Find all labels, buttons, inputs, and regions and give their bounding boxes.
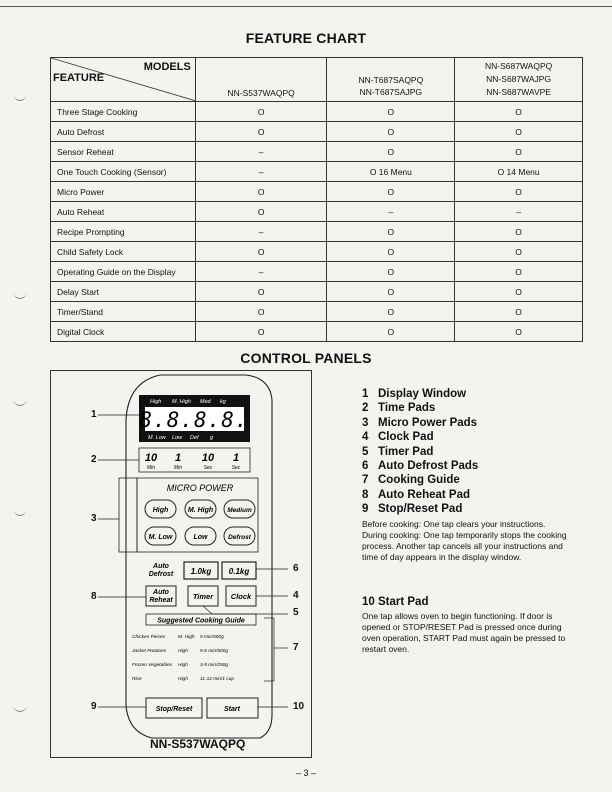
legend-number: 3 (362, 416, 369, 429)
feature-availability: O (327, 182, 455, 202)
time-pad-1-sec[interactable]: 1 (232, 452, 240, 464)
binding-hole-mark (14, 706, 26, 712)
guide-cell: M. High (178, 635, 195, 640)
feature-availability: O (195, 302, 327, 322)
model-name: NN-S687WAJPG (486, 74, 552, 84)
feature-availability: O (455, 182, 583, 202)
defrost-1kg-button[interactable]: 1.0kg (190, 567, 212, 576)
feature-name: Delay Start (51, 282, 196, 302)
feature-availability: O (455, 122, 583, 142)
display-bottom-label: Low (172, 435, 183, 441)
feature-table-body (51, 102, 583, 342)
feature-availability: – (195, 162, 327, 182)
legend-number: 4 (362, 431, 369, 444)
feature-availability: O (327, 262, 455, 282)
time-pad-1-min[interactable]: 1 (174, 452, 182, 464)
feature-availability: – (455, 202, 583, 222)
table-row (51, 302, 583, 322)
guide-cell: Chicken Pieces (132, 635, 166, 640)
auto-defrost-label: Defrost (148, 571, 174, 578)
model-col-1 (195, 58, 327, 102)
feature-name: Sensor Reheat (51, 142, 196, 162)
legend-number: 8 (362, 488, 369, 501)
feature-availability: O (327, 142, 455, 162)
time-pads[interactable] (139, 448, 250, 472)
control-legend (362, 387, 572, 563)
display-bottom-label: g (210, 435, 214, 441)
feature-availability: O (327, 302, 455, 322)
feature-availability: O (195, 202, 327, 222)
time-pad-unit: Sec (203, 465, 213, 471)
cooking-guide-title: Suggested Cooking Guide (157, 617, 245, 625)
control-panels-title: CONTROL PANELS (240, 350, 372, 366)
table-row (51, 142, 583, 162)
start-pad-heading: 10 Start Pad (362, 596, 429, 608)
timer-button[interactable]: Timer (192, 592, 214, 601)
stop-reset-button[interactable]: Stop/Reset (155, 706, 193, 713)
display-top-label: M. High (172, 399, 191, 405)
table-row (51, 202, 583, 222)
time-pad-unit: Sec (231, 465, 241, 471)
display-window (139, 395, 250, 442)
binding-hole-mark (14, 95, 26, 101)
feature-name: Recipe Prompting (51, 222, 196, 242)
feature-name: Auto Reheat (51, 202, 196, 222)
legend-number: 5 (362, 445, 369, 458)
cooking-guide (131, 614, 256, 682)
guide-cell: High (178, 663, 188, 668)
feature-availability: O (455, 142, 583, 162)
corner-feature-label: FEATURE (53, 72, 105, 84)
feature-availability: O (327, 222, 455, 242)
feature-name: One Touch Cooking (Sensor) (51, 162, 196, 182)
feature-name: Three Stage Cooking (51, 102, 196, 122)
display-top-label: Med (200, 399, 211, 405)
feature-table (50, 57, 583, 342)
feature-availability: O (455, 102, 583, 122)
clock-button[interactable]: Clock (230, 592, 252, 601)
feature-availability: O (327, 242, 455, 262)
power-pad-defrost[interactable]: Defrost (228, 534, 251, 541)
auto-defrost-label: Auto (153, 563, 169, 570)
micro-power-group (119, 478, 258, 552)
table-row (51, 162, 583, 182)
feature-name: Child Safety Lock (51, 242, 196, 262)
guide-cell: 11-12 min/1 cup (200, 677, 235, 682)
legend-number: 6 (362, 460, 369, 473)
feature-availability: O 14 Menu (455, 162, 583, 182)
micro-power-label: MICRO POWER (166, 483, 234, 493)
stop-reset-description: Before cooking: One tap clears your instructions. During cooking: One tap temporarily stops the cooking process. Another tap cancels all your instructions and time of day appears in the display window. (362, 518, 567, 562)
power-pad-high[interactable]: High (152, 507, 169, 514)
guide-cell: High (178, 677, 188, 682)
binding-hole-mark (14, 510, 26, 516)
model-name: NN-S687WAVPE (486, 87, 551, 97)
legend-item (362, 473, 572, 487)
legend-label: Timer Pad (378, 445, 434, 458)
binding-hole-mark (14, 400, 26, 406)
auto-reheat-button[interactable]: Auto (153, 589, 169, 596)
power-pad-medium[interactable]: Medium (227, 507, 252, 514)
auto-defrost-pads (149, 562, 256, 579)
feature-name: Operating Guide on the Display (51, 262, 196, 282)
feature-availability: O (455, 242, 583, 262)
power-pad-m-low[interactable]: M. Low (148, 534, 173, 541)
table-row (51, 102, 583, 122)
time-pad-10-min[interactable]: 10 (144, 452, 158, 464)
callout-4: 4 (293, 590, 299, 601)
time-pad-unit: Min (146, 465, 156, 471)
table-header-row (51, 58, 583, 102)
feature-availability: O 16 Menu (327, 162, 455, 182)
feature-availability: O (455, 262, 583, 282)
guide-cell: 9 min/500g (200, 635, 224, 640)
model-col-2 (327, 58, 455, 102)
table-row (51, 122, 583, 142)
legend-item (362, 401, 572, 415)
feature-availability: O (195, 282, 327, 302)
guide-cell: Frozen Vegetables (132, 663, 173, 668)
table-row (51, 182, 583, 202)
legend-item (362, 416, 572, 430)
feature-availability: O (327, 322, 455, 342)
legend-number: 2 (362, 402, 369, 415)
display-bottom-label: M. Low (148, 435, 166, 441)
callout-10: 10 (293, 701, 305, 712)
feature-name: Timer/Stand (51, 302, 196, 322)
feature-availability: O (455, 222, 583, 242)
legend-item (362, 387, 572, 401)
guide-cell: High (178, 649, 188, 654)
feature-name: Auto Defrost (51, 122, 196, 142)
callout-2: 2 (91, 454, 97, 465)
defrost-100g-button[interactable]: 0.1kg (228, 567, 250, 576)
panel-model-label: NN-S537WAQPQ (150, 737, 246, 751)
legend-label: Micro Power Pads (378, 416, 478, 429)
legend-label: Time Pads (378, 402, 436, 415)
start-pad-description: One tap allows oven to begin functioning. If door is opened or STOP/RESET Pad is pressed once during oven operation, START Pad must again be pressed to restart oven. (362, 611, 566, 654)
feature-availability: O (195, 182, 327, 202)
table-row (51, 322, 583, 342)
feature-availability: O (327, 282, 455, 302)
model-name: NN-T687SAQPQ (358, 75, 424, 85)
table-row (51, 242, 583, 262)
legend-item (362, 459, 572, 473)
feature-name: Micro Power (51, 182, 196, 202)
callout-1: 1 (91, 409, 97, 420)
feature-availability: – (195, 142, 327, 162)
legend-number: 9 (362, 503, 369, 516)
corner-cell (51, 58, 196, 102)
corner-models-label: MODELS (143, 61, 191, 73)
table-row (51, 262, 583, 282)
guide-cell: Jacket Potatoes (132, 649, 167, 654)
display-top-label: High (150, 399, 162, 405)
legend-number: 1 (362, 388, 369, 400)
power-pad-low[interactable]: Low (193, 534, 208, 541)
start-button[interactable]: Start (224, 706, 240, 713)
control-panel-diagram (50, 370, 312, 758)
feature-availability: – (327, 202, 455, 222)
legend-label: Clock Pad (378, 431, 434, 444)
display-top-label: kg (220, 399, 226, 405)
binding-hole-mark (14, 293, 26, 299)
feature-availability: – (195, 222, 327, 242)
callout-7: 7 (293, 642, 299, 653)
legend-item (362, 502, 572, 516)
model-name: NN-S687WAQPQ (485, 61, 553, 71)
feature-availability: O (455, 322, 583, 342)
legend-label: Display Window (378, 388, 467, 400)
feature-availability: O (195, 102, 327, 122)
legend-label: Cooking Guide (378, 474, 460, 487)
auto-reheat-button[interactable]: Reheat (149, 597, 173, 604)
feature-availability: O (455, 282, 583, 302)
top-rule (0, 6, 612, 7)
table-row (51, 222, 583, 242)
callout-8: 8 (91, 591, 97, 602)
feature-name: Digital Clock (51, 322, 196, 342)
feature-availability: O (455, 302, 583, 322)
legend-item (362, 445, 572, 459)
legend-item (362, 488, 572, 502)
guide-cell: Rice (132, 677, 142, 682)
page-number: – 3 – (295, 768, 317, 778)
guide-cell: 3-5 min/250g (200, 663, 228, 668)
time-pad-unit: Min (173, 465, 183, 471)
legend-item (362, 430, 572, 444)
display-bottom-label: Def (190, 435, 199, 441)
feature-chart-title: FEATURE CHART (245, 30, 367, 46)
callout-5: 5 (293, 607, 299, 618)
feature-availability: – (195, 262, 327, 282)
table-row (51, 282, 583, 302)
start-pad-section (362, 596, 572, 655)
callout-3: 3 (91, 513, 97, 524)
callout-9: 9 (91, 701, 97, 712)
feature-availability: O (195, 242, 327, 262)
legend-number: 7 (362, 474, 369, 487)
feature-availability: O (195, 322, 327, 342)
display-digits: 8.8.8.8. (139, 408, 249, 432)
callout-6: 6 (293, 563, 299, 574)
feature-availability: O (195, 122, 327, 142)
model-name: NN-T687SAJPG (359, 87, 423, 97)
model-col-3 (455, 58, 583, 102)
feature-availability: O (327, 122, 455, 142)
time-pad-10-sec[interactable]: 10 (201, 452, 215, 464)
legend-label: Stop/Reset Pad (378, 503, 463, 516)
power-pad-m-high[interactable]: M. High (187, 507, 214, 514)
model-name: NN-S537WAQPQ (227, 88, 295, 98)
legend-label: Auto Defrost Pads (378, 460, 479, 473)
guide-cell: 5-6 min/500g (200, 649, 228, 654)
feature-availability: O (327, 102, 455, 122)
legend-label: Auto Reheat Pad (378, 488, 471, 501)
